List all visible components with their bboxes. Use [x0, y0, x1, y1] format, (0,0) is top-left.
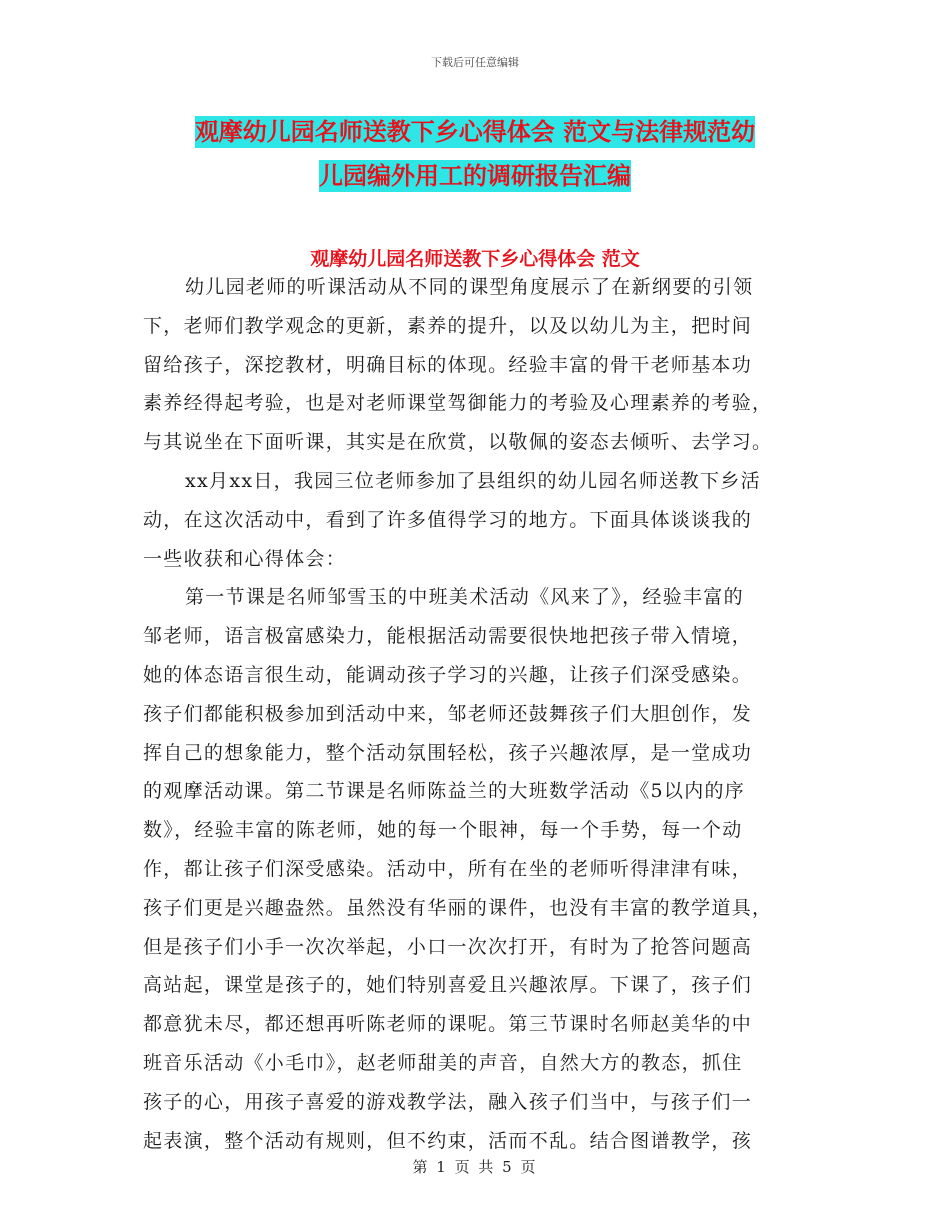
- paragraph-line: 邹老师，语言极富感染力，能根据活动需要很快地把孩子带入情境，: [143, 625, 753, 648]
- paragraph-line: 她的体态语言很生动，能调动孩子学习的兴趣，让孩子们深受感染。: [143, 663, 753, 686]
- paragraph-line: 数》，经验丰富的陈老师，她的每一个眼神，每一个手势，每一个动: [143, 819, 743, 842]
- paragraph-line: 下，老师们教学观念的更新，素养的提升，以及以幼儿为主，把时间: [143, 314, 753, 337]
- section-title: 观摩幼儿园名师送教下乡心得体会 范文: [310, 248, 640, 270]
- paragraph-line: 留给孩子，深挖教材，明确目标的体现。经验丰富的骨干老师基本功: [143, 353, 753, 376]
- paragraph-line: 的观摩活动课。第二节课是名师陈益兰的大班数学活动《5以内的序: [143, 780, 746, 803]
- paragraph-line: 动，在这次活动中，看到了许多值得学习的地方。下面具体谈谈我的: [143, 508, 753, 531]
- paragraph-line: 与其说坐在下面听课，其实是在欣赏，以敬佩的姿态去倾听、去学习。: [143, 431, 773, 454]
- paragraph-line: 第一节课是名师邹雪玉的中班美术活动《风来了》，经验丰富的: [185, 586, 744, 609]
- paragraph-line: 孩子们更是兴趣盎然。虽然没有华丽的课件，也没有丰富的教学道具，: [143, 896, 773, 919]
- paragraph-line: 起表演，整个活动有规则，但不约束，活而不乱。结合图谱教学，孩: [143, 1129, 753, 1152]
- document-title: [140, 110, 810, 198]
- paragraph-line: 都意犹未尽，都还想再听陈老师的课呢。第三节课时名师赵美华的中: [143, 1013, 753, 1036]
- paragraph-line: 班音乐活动《小毛巾》，赵老师甜美的声音，自然大方的教态，抓住: [143, 1051, 743, 1074]
- paragraph-line: xx月xx日，我园三位老师参加了县组织的幼儿园名师送教下乡活: [185, 469, 761, 492]
- paragraph-line: 孩子们都能积极参加到活动中来，邹老师还鼓舞孩子们大胆创作，发: [143, 702, 753, 725]
- paragraph-line: 高站起，课堂是孩子的，她们特别喜爱且兴趣浓厚。下课了，孩子们: [143, 974, 753, 997]
- title-line-2: 儿园编外用工的调研报告汇编: [319, 162, 631, 190]
- paragraph-line: 作，都让孩子们深受感染。活动中，所有在坐的老师听得津津有味，: [143, 857, 753, 880]
- paragraph-line: 但是孩子们小手一次次举起，小口一次次打开，有时为了抢答问题高: [143, 935, 753, 958]
- header-note: 下载后可任意编辑: [431, 56, 519, 69]
- paragraph-line: 一些收获和心得体会：: [143, 547, 347, 570]
- body-text: [143, 268, 813, 1160]
- paragraph-line: 孩子的心，用孩子喜爱的游戏教学法，融入孩子们当中，与孩子们一: [143, 1090, 753, 1113]
- title-line-1: 观摩幼儿园名师送教下乡心得体会 范文与法律规范幼: [194, 118, 756, 146]
- paragraph-line: 幼儿园老师的听课活动从不同的课型角度展示了在新纲要的引领: [185, 276, 754, 298]
- paragraph-line: 素养经得起考验，也是对老师课堂驾御能力的考验及心理素养的考验，: [143, 392, 773, 415]
- paragraph-line: 挥自己的想象能力，整个活动氛围轻松，孩子兴趣浓厚，是一堂成功: [143, 741, 753, 764]
- page-number-footer: 第 1 页 共 5 页: [412, 1158, 538, 1176]
